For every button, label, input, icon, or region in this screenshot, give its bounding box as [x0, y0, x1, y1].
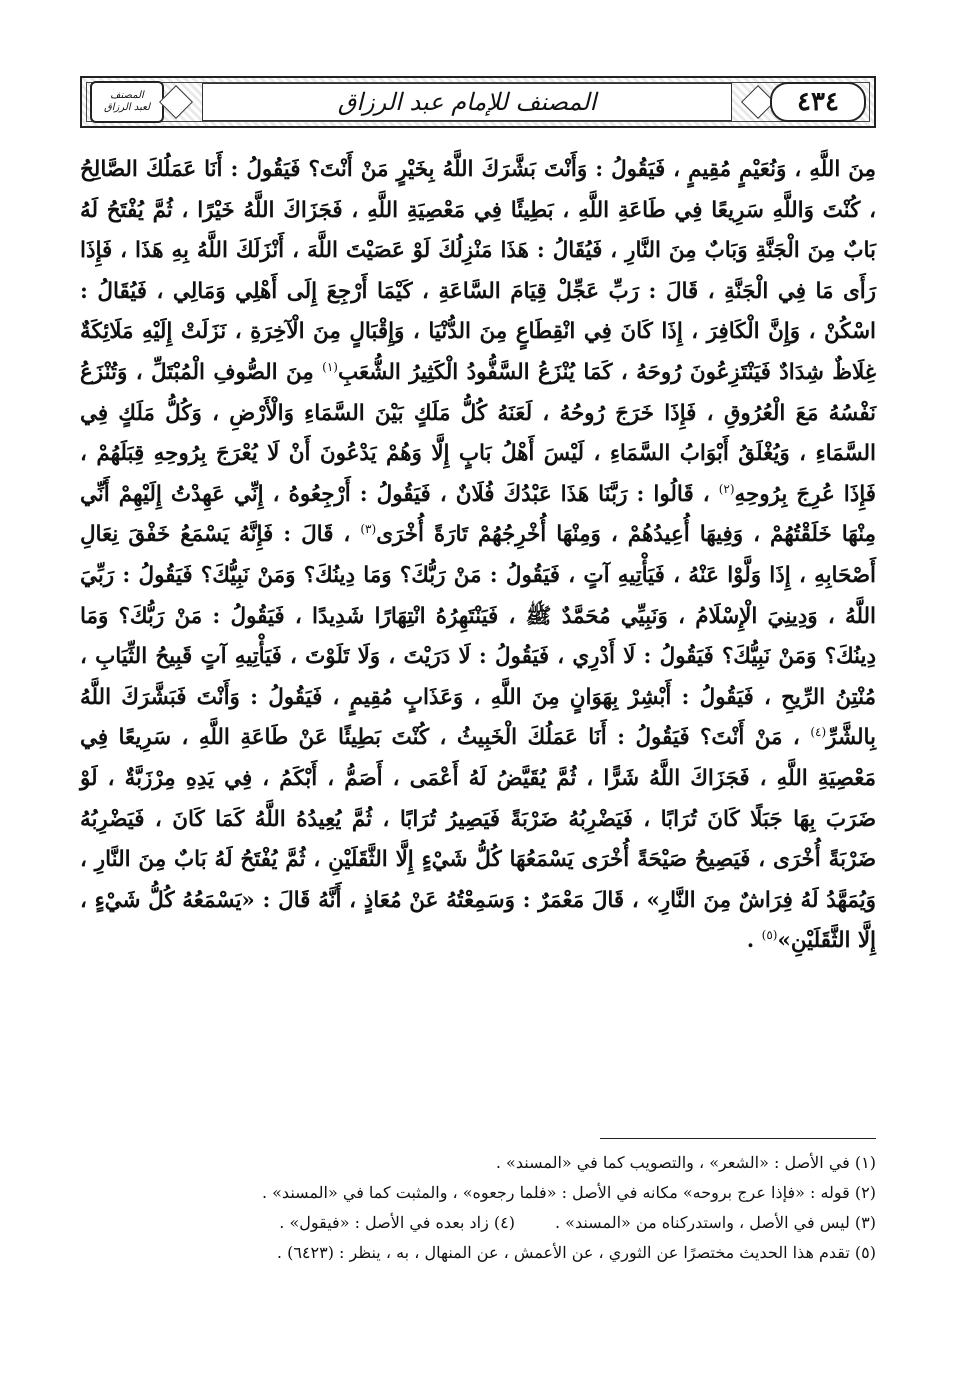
book-seal-logo [90, 81, 164, 123]
footnote-4: (٤) زاد بعده في الأصل : «فيقول» . [279, 1213, 515, 1232]
main-text-part-2: مِنَ الصُّوفِ الْمُبْتَلِّ ، وَتُنْزَعُ نَفْسُهُ مَعَ الْعُرُوقِ ، فَإِذَا خَرَجَ رُوحُهُ ، لَعَنَهُ كُلُّ مَلَكٍ بَيْنَ السَّمَاءِ وَالْأَرْضِ ، وَكُلُّ مَلَكٍ فِي السَّمَاءِ ، وَيُغْلَقُ أَبْوَابُ السَّمَاءِ ، لَيْسَ أَهْلُ بَابٍ إِلَّا وَهُمْ يَدْعُونَ أَنْ لَا يُعْرَجَ بِرُوحِهِ قِبَلَهُمْ ، فَإِذَا عُرِجَ بِرُوحِهِ [80, 359, 876, 507]
footnote-row-3-4 [80, 1208, 876, 1238]
footnote-ref-5: (٥) [761, 928, 778, 943]
seal-line-1: المصنف [110, 90, 144, 101]
seal-line-2: لعبد الرزاق [103, 102, 151, 113]
main-text [80, 150, 876, 962]
footnote-divider [600, 1138, 876, 1139]
footnote-1: (١) في الأصل : «الشعر» ، والتصويب كما في «المسند» . [495, 1153, 876, 1172]
main-text-part-5: ، مَنْ أَنْتَ؟ فَيَقُولُ : أَنَا عَمَلُكَ الْخَبِيثُ ، كُنْتَ بَطِيئًا عَنْ طَاعَةِ اللَّهِ ، سَرِيعًا فِي مَعْصِيَةِ اللَّهِ ، فَجَزَاكَ اللَّهُ شَرًّا ، ثُمَّ يُقَيَّضُ لَهُ أَعْمَى ، أَصَمُّ ، أَبْكَمُ ، فِي يَدِهِ مِرْزَبَّةٌ ، لَوْ ضَرَبَ بِهَا جَبَلًا كَانَ تُرَابًا ، فَيَضْرِبُهُ ضَرْبَةً فَيَصِيرُ تُرَابًا ، ثُمَّ يُعِيدُهُ اللَّهُ كَمَا كَانَ ، فَيَضْرِبُهُ ضَرْبَةً أُخْرَى ، فَيَصِيحُ صَيْحَةً أُخْرَى يَسْمَعُهَا كُلُّ شَيْءٍ إِلَّا الثَّقَلَيْنِ ، ثُمَّ يُفْتَحُ لَهُ بَابٌ مِنَ النَّارِ ، وَيُمَهَّدُ لَهُ فِرَاشٌ مِنَ النَّارِ» ، قَالَ مَعْمَرٌ : وَسَمِعْتُهُ عَنْ مُعَاذٍ ، أَنَّهُ قَالَ : «يَسْمَعُهُ كُلُّ شَيْءٍ ، إِلَّا الثَّقَلَيْنِ» [80, 725, 876, 954]
ornament-icon [159, 85, 193, 119]
footnote-2: (٢) قوله : «فإذا عرج بروحه» مكانه في الأصل : «فلما رجعوه» ، والمثبت كما في «المسند» . [261, 1183, 876, 1202]
main-text-part-1: مِنَ اللَّهِ ، وَنُعَيْمٍ مُقِيمٍ ، فَيَقُولُ : وَأَنْتَ بَشَّرَكَ اللَّهُ بِخَيْرٍ مَنْ أَنْتَ؟ فَيَقُولُ : أَنَا عَمَلُكَ الصَّالِحُ ، كُنْتَ وَاللَّهِ سَرِيعًا فِي طَاعَةِ اللَّهِ ، بَطِيئًا فِي مَعْصِيَةِ اللَّهِ ، فَجَزَاكَ اللَّهُ خَيْرًا ، ثُمَّ يُفْتَحُ لَهُ بَابٌ مِنَ الْجَنَّةِ وَبَابٌ مِنَ النَّارِ ، فَيُقَالُ : هَذَا مَنْزِلُكَ لَوْ عَصَيْتَ اللَّهَ ، أَنْزَلَكَ اللَّهُ بِهِ هَذَا ، فَإِذَا رَأَى مَا فِي الْجَنَّةِ ، قَالَ : رَبِّ عَجِّلْ قِيَامَ السَّاعَةِ ، كَيْمَا أَرْجِعَ إِلَى أَهْلِي وَمَالِي ، فَيُقَالُ : اسْكُنْ ، وَإِنَّ الْكَافِرَ ، إِذَا كَانَ فِي انْقِطَاعٍ مِنَ الدُّنْيَا ، وَإِقْبَالٍ مِنَ الْآخِرَةِ ، نَزَلَتْ إِلَيْهِ مَلَائِكَةٌ غِلَاظٌ شِدَادٌ فَيَنْتَزِعُونَ رُوحَهُ ، كَمَا يُنْزَعُ السَّفُّودُ الْكَثِيرُ الشُّعَبِ [80, 157, 876, 385]
main-text-part-4: ، قَالَ : فَإِنَّهُ يَسْمَعُ خَفْقَ نِعَالِ أَصْحَابِهِ ، إِذَا وَلَّوْا عَنْهُ ، فَيَأْتِيهِ آتٍ ، فَيَقُولُ : مَنْ رَبُّكَ؟ وَمَا دِينُكَ؟ وَمَنْ نَبِيُّكَ؟ فَيَقُولُ : رَبِّيَ اللَّهُ ، وَدِينِيَ الْإِسْلَامُ ، وَنَبِيِّي مُحَمَّدٌ ﷺ ، فَيَنْتَهِرُهُ انْتِهَارًا شَدِيدًا ، فَيَقُولُ : مَنْ رَبُّكَ؟ وَمَا دِينُكَ؟ وَمَنْ نَبِيُّكَ؟ فَيَقُولُ : لَا أَدْرِي ، فَيَقُولُ : لَا دَرَيْتَ ، وَلَا تَلَوْتَ ، فَيَأْتِيهِ آتٍ قَبِيحُ الثِّيَابِ ، مُنْتِنُ الرِّيحِ ، فَيَقُولُ : أَبْشِرْ بِهَوَانٍ مِنَ اللَّهِ ، وَعَذَابٍ مُقِيمٍ ، فَيَقُولُ : وَأَنْتَ فَبَشَّرَكَ اللَّهُ بِالشَّرِّ [80, 522, 877, 751]
main-text-end: . [746, 928, 755, 954]
footnote-5: (٥) تقدم هذا الحديث مختصرًا عن الثوري ، عن الأعمش ، عن المنهال ، به ، ينظر : (٦٤٢٣) . [276, 1243, 876, 1262]
page-header [80, 76, 876, 128]
main-text-part-3: ، قَالُوا : رَبَّنَا هَذَا عَبْدُكَ فُلَانٌ ، فَيَقُولُ : أَرْجِعُوهُ ، إِنِّي عَهِدْتُ إِلَيْهِمْ أَنِّي مِنْهَا خَلَقْتُهُمْ ، وَفِيهَا أُعِيدُهُمْ ، وَمِنْهَا أُخْرِجُهُمْ تَارَةً أُخْرَى [80, 481, 876, 548]
footnote-ref-4: (٤) [810, 725, 827, 740]
footnote-ref-1: (١) [322, 359, 338, 374]
footnote-ref-2: (٢) [718, 481, 735, 496]
footnotes [80, 1148, 876, 1268]
footnote-ref-3: (٣) [360, 522, 377, 537]
page-number: ٤٣٤ [770, 82, 866, 122]
running-title: المصنف للإمام عبد الرزاق [202, 83, 732, 121]
footnote-3: (٣) ليس في الأصل ، واستدركناه من «المسند» . [554, 1213, 876, 1232]
